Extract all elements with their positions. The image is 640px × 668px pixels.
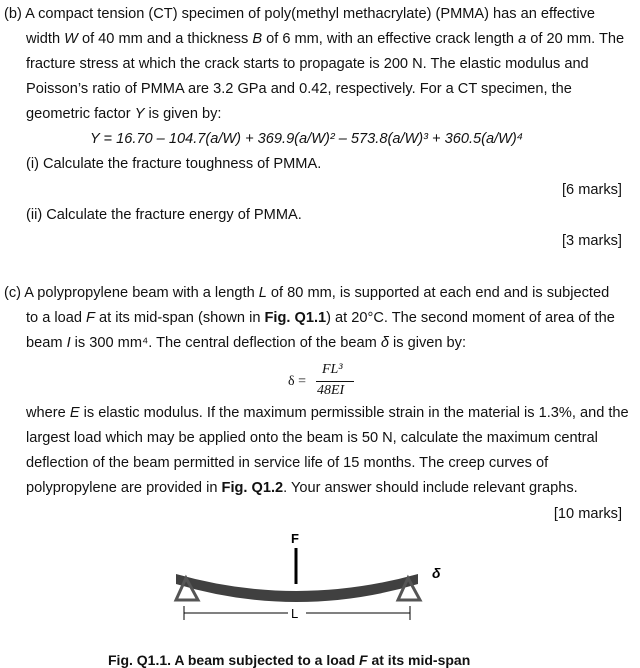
part-c-line-3: beam I is 300 mm⁴. The central deflection of the beam δ is given by: — [26, 335, 466, 351]
part-c-line-6: deflection of the beam permitted in service life of 15 months. The creep curves of — [26, 455, 549, 471]
length-label-L: L — [291, 606, 299, 621]
fig-q1-2-reference: Fig. Q1.2 — [221, 480, 284, 496]
part-b-line-3: fracture stress at which the crack starts to propagate is 200 N. The elastic modulus and — [26, 56, 589, 72]
part-c-marks: [10 marks] — [553, 506, 622, 522]
fraction-bar — [316, 381, 354, 382]
part-c-line-1: (c) A polypropylene beam with a length L of 80 mm, is supported at each end and is subjected — [4, 285, 610, 301]
part-c-line-7: polypropylene are provided in Fig. Q1.2. Your answer should include relevant graphs. — [26, 480, 578, 496]
beam-figure — [0, 528, 640, 658]
part-c-line-2: to a load F at its mid-span (shown in Fig. Q1.1) at 20°C. The second moment of area of the — [26, 310, 615, 326]
part-c-line-5: largest load which may be applied onto the beam is 50 N, calculate the maximum central — [26, 430, 598, 446]
question-b-ii-marks: [3 marks] — [561, 233, 622, 249]
part-c-line-4: where E is elastic modulus. If the maximum permissible strain in the material is 1.3%, and the — [26, 405, 629, 421]
figure-caption: Fig. Q1.1. A beam subjected to a load F at its mid-span — [108, 652, 471, 668]
question-b-ii: (ii) Calculate the fracture energy of PMMA. — [26, 207, 302, 223]
question-b-i-marks: [6 marks] — [561, 182, 622, 198]
formula-numerator: FL³ — [322, 362, 343, 377]
geometric-factor-equation: Y = 16.70 – 104.7(a/W) + 369.9(a/W)² – 573.8(a/W)³ + 360.5(a/W)⁴ — [90, 131, 524, 147]
deflection-label: δ — [432, 565, 441, 581]
fig-q1-1-reference: Fig. Q1.1 — [264, 310, 327, 326]
part-b-line-1: (b) A compact tension (CT) specimen of poly(methyl methacrylate) (PMMA) has an effective — [4, 6, 596, 22]
formula-denominator: 48EI — [317, 383, 345, 398]
part-b-label: (b) — [4, 6, 22, 22]
formula-lhs: δ = — [288, 374, 306, 389]
part-b-line-5: geometric factor Y is given by: — [26, 106, 222, 122]
load-label-F: F — [291, 531, 299, 546]
part-c-label: (c) — [4, 285, 22, 301]
part-b-line-2: width W of 40 mm and a thickness B of 6 mm, with an effective crack length a of 20 mm. The — [26, 31, 625, 47]
question-b-i: (i) Calculate the fracture toughness of PMMA. — [26, 156, 322, 172]
part-b-line-4: Poisson’s ratio of PMMA are 3.2 GPa and 0.42, respectively. For a CT specimen, the — [26, 81, 572, 97]
